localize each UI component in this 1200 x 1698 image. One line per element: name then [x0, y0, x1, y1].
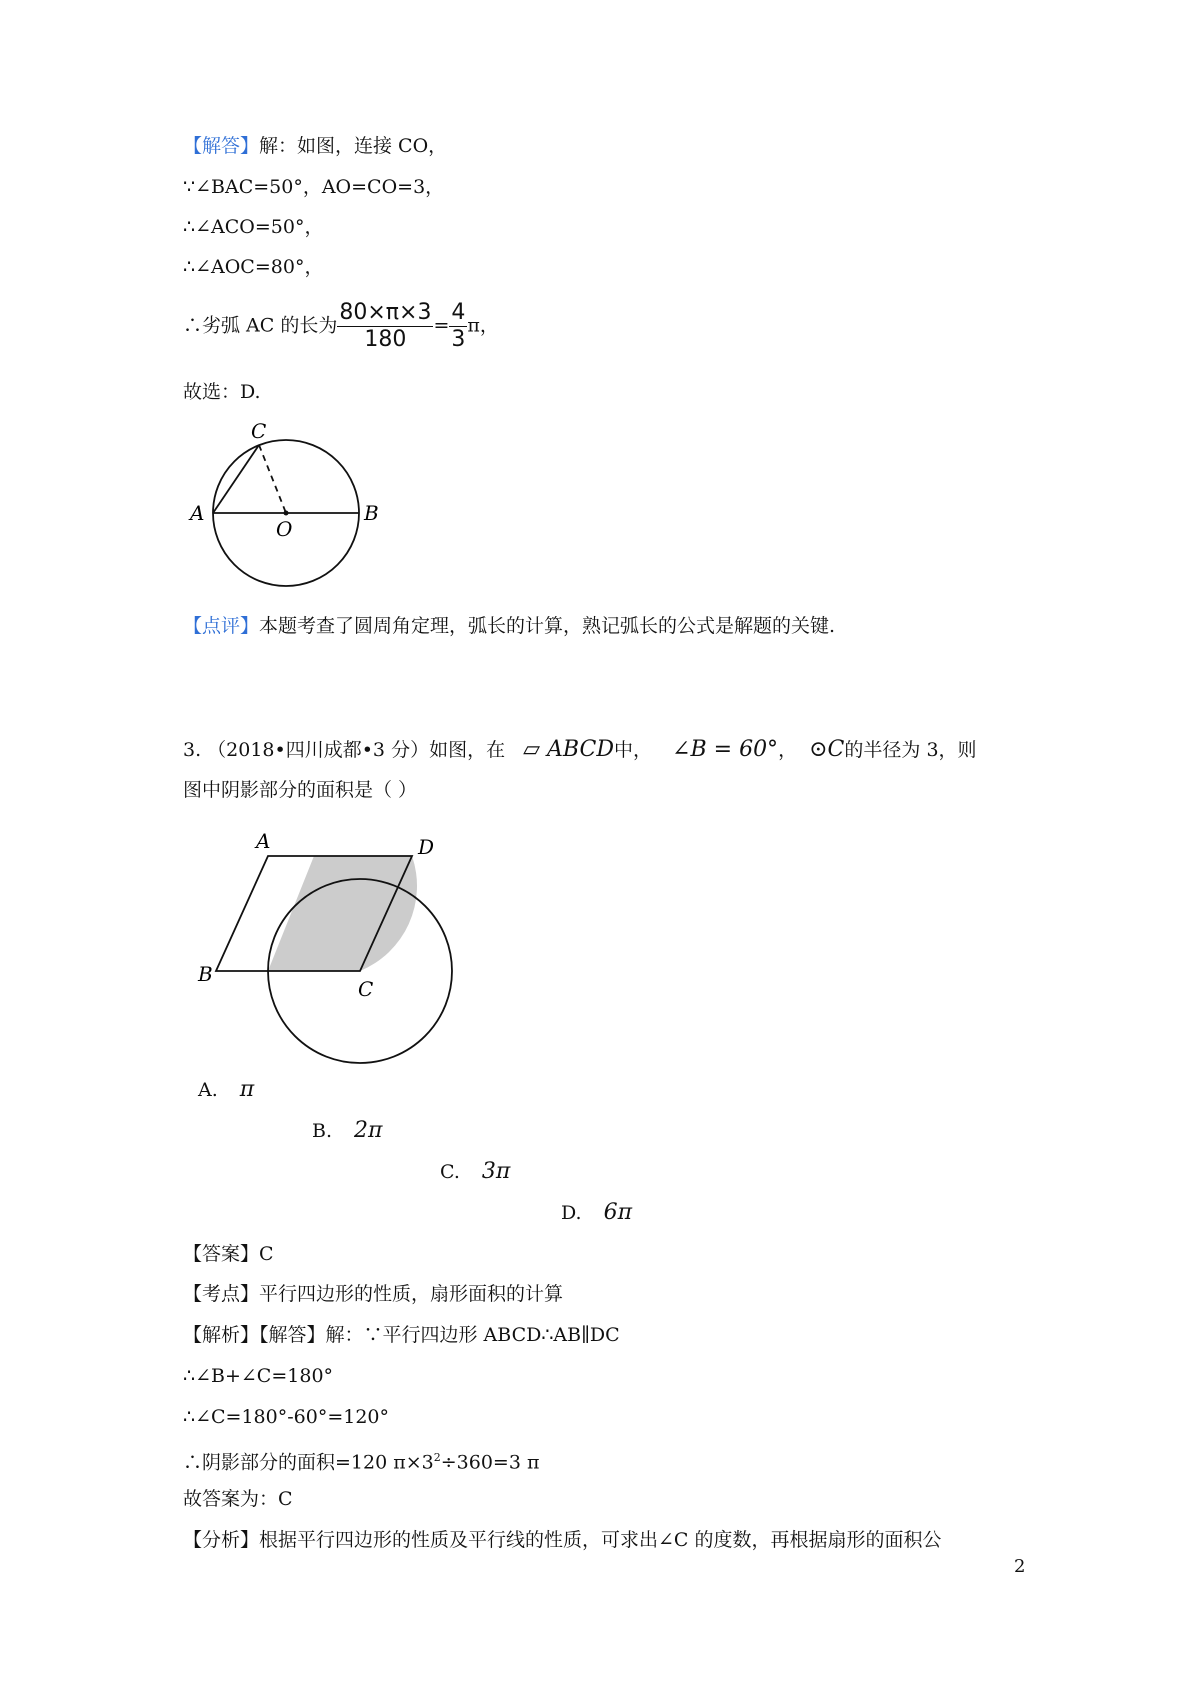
circle-c-expr: ⊙C: [809, 737, 845, 762]
step-2-line: ∴∠C=180°-60°=120°: [183, 1406, 390, 1428]
fraction-arc: [337, 300, 433, 353]
solution-line-1: [183, 132, 447, 160]
solution-line-6: 故选：D.: [183, 381, 261, 403]
fraction-result: [449, 300, 467, 353]
segment-co-dashed: [259, 445, 286, 513]
equals-sign: =: [433, 314, 450, 337]
kaodian-line: 【考点】平行四边形的性质，扇形面积的计算: [183, 1283, 564, 1305]
step-3-exponent: 2: [433, 1451, 441, 1464]
option-d-value: 6π: [603, 1200, 633, 1225]
fraction-arc-denominator: 180: [364, 327, 407, 352]
center-point: [284, 511, 289, 516]
label-c: C: [358, 977, 374, 1001]
arc-length-suffix: π，: [467, 314, 499, 337]
fraction-result-denominator: 3: [451, 327, 466, 352]
fenxi-line: 【分析】根据平行四边形的性质及平行线的性质，可求出∠C 的度数，再根据扇形的面积公: [183, 1529, 942, 1551]
parallelogram-name: ABCD: [547, 737, 614, 762]
solution-line-3: ∴∠ACO=50°，: [183, 216, 324, 238]
step-3-prefix: ∴阴影部分的面积=120 π×3: [183, 1451, 434, 1474]
option-a-value: π: [239, 1077, 255, 1102]
question-3-prefix: 3. （2018•四川成都•3 分）如图，在: [183, 739, 506, 761]
solution-tag: 【解答】: [183, 135, 260, 157]
step-3-suffix: ÷360=3 π: [440, 1451, 540, 1474]
comment-tag: 【点评】: [183, 615, 260, 637]
shaded-sector: [268, 856, 417, 971]
question-3-suffix: 的半径为 3，则: [844, 739, 977, 761]
page-number: 2: [1014, 1556, 1026, 1577]
parallelogram-symbol: ▱: [523, 737, 541, 762]
jiexi-line: 【解析】【解答】解：∵平行四边形 ABCD∴AB∥DC: [183, 1324, 620, 1346]
option-d-letter: D.: [561, 1202, 582, 1224]
option-b-value: 2π: [354, 1118, 383, 1143]
label-a: A: [256, 829, 271, 853]
option-c-value: 3π: [481, 1159, 511, 1184]
question-3-line-2: 图中阴影部分的面积是（ ）: [183, 779, 418, 801]
arc-length-prefix: ∴劣弧 AC 的长为: [183, 314, 338, 337]
label-o: O: [276, 517, 293, 541]
chord-ac: [213, 445, 259, 513]
option-d: [561, 1199, 632, 1227]
solution-line-4: ∴∠AOC=80°，: [183, 256, 324, 278]
question-3-line-1: [183, 736, 977, 764]
option-a-letter: A.: [198, 1079, 218, 1101]
figure-circle-diameter: [180, 418, 400, 598]
solution-line-2: ∵∠BAC=50°，AO=CO=3，: [183, 176, 445, 198]
fraction-result-numerator: 4: [451, 300, 466, 325]
parallelogram-expr: [523, 737, 614, 762]
step-4-line: 故答案为：C: [183, 1488, 293, 1510]
label-b: B: [198, 962, 213, 986]
solution-line-5: [183, 300, 499, 353]
step-1-line: ∴∠B+∠C=180°: [183, 1365, 334, 1387]
option-c: [440, 1158, 510, 1186]
option-a: [198, 1076, 254, 1104]
question-3-comma: ，: [778, 739, 798, 761]
fraction-arc-numerator: 80×π×3: [339, 300, 432, 325]
option-b: [312, 1117, 382, 1145]
option-c-letter: C.: [440, 1161, 460, 1183]
label-a: A: [190, 501, 205, 525]
option-b-letter: B.: [312, 1120, 333, 1142]
label-b: B: [364, 501, 379, 525]
question-3-mid: 中，: [613, 739, 652, 761]
comment-text: 本题考查了圆周角定理，弧长的计算，熟记弧长的公式是解题的关键.: [259, 615, 836, 637]
label-c: C: [251, 419, 267, 443]
figure-parallelogram-circle: [190, 826, 490, 1076]
angle-b-expr: ∠B = 60°: [672, 737, 779, 762]
solution-text-1: 解：如图，连接 CO，: [259, 135, 448, 157]
answer-line: 【答案】C: [183, 1243, 274, 1265]
comment-line: [183, 612, 835, 640]
label-d: D: [418, 835, 435, 859]
step-3-line: [183, 1444, 539, 1476]
